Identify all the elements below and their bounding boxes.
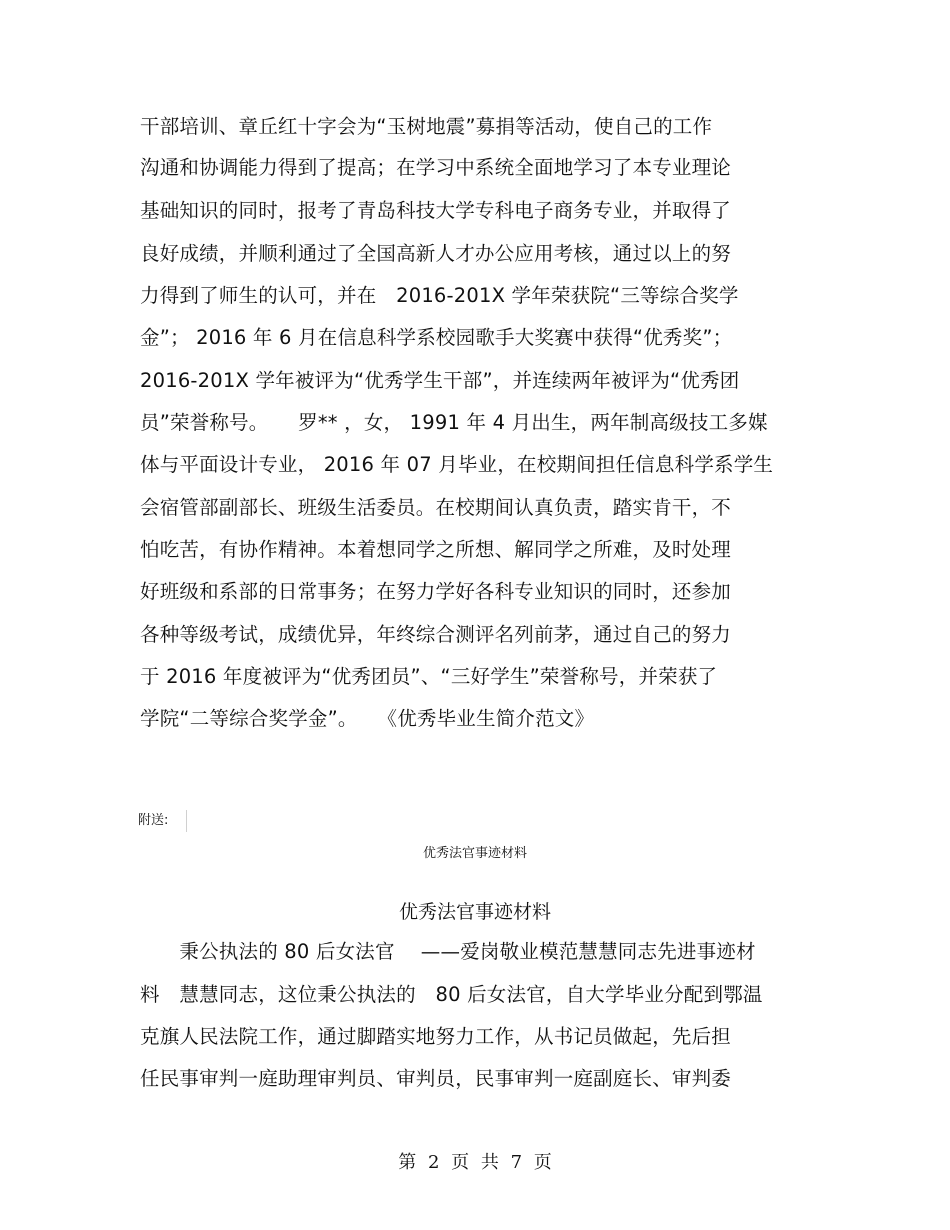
body-line: 2016-201X 学年被评为“优秀学生干部”，并连续两年被评为“优秀团	[140, 369, 740, 392]
body-line: 员”荣誉称号。 罗** ，女， 1991 年 4 月出生，两年制高级技工多媒	[140, 411, 768, 434]
body-line: 干部培训、章丘红十字会为“玉树地震”募捐等活动，使自己的工作	[140, 115, 713, 138]
body-line: 沟通和协调能力得到了提高；在学习中系统全面地学习了本专业理论	[140, 156, 732, 179]
page-footer: 第 2 页 共 7 页	[398, 1152, 552, 1173]
body-line: 体与平面设计专业， 2016 年 07 月毕业，在校期间担任信息科学系学生	[140, 453, 774, 476]
appendix-small-title: 优秀法官事迹材料	[422, 846, 527, 861]
body-line: 学院“二等综合奖学金”。 《优秀毕业生简介范文》	[140, 707, 595, 730]
body-line: 会宿管部副部长、班级生活委员。在校期间认真负责，踏实肯干，不	[140, 496, 732, 519]
appendix-line: 料 慧慧同志，这位秉公执法的 80 后女法官，自大学毕业分配到鄂温	[140, 983, 763, 1006]
appendix-line: 克旗人民法院工作，通过脚踏实地努力工作，从书记员做起，先后担	[140, 1025, 732, 1048]
body-line: 金”； 2016 年 6 月在信息科学系校园歌手大奖赛中获得“优秀奖”；	[140, 326, 733, 349]
body-line: 各种等级考试，成绩优异，年终综合测评名列前茅，通过自己的努力	[140, 623, 732, 646]
body-line: 良好成绩，并顺利通过了全国高新人才办公应用考核，通过以上的努	[140, 242, 732, 265]
appendix-divider	[186, 810, 187, 832]
appendix-title: 优秀法官事迹材料	[398, 901, 551, 923]
appendix-line: 任民事审判一庭助理审判员、审判员，民事审判一庭副庭长、审判委	[140, 1067, 732, 1090]
appendix-label: 附送:	[138, 813, 169, 828]
body-line: 于 2016 年度被评为“优秀团员”、“三好学生”荣誉称号，并荣获了	[140, 665, 718, 688]
body-line: 怕吃苦，有协作精神。本着想同学之所想、解同学之所难，及时处理	[140, 538, 732, 561]
body-line: 力得到了师生的认可，并在 2016-201X 学年荣获院“三等综合奖学	[140, 284, 739, 307]
body-line: 好班级和系部的日常事务；在努力学好各科专业知识的同时，还参加	[140, 580, 732, 603]
appendix-line: 秉公执法的 80 后女法官 ——爱岗敬业模范慧慧同志先进事迹材	[140, 940, 756, 963]
body-line: 基础知识的同时，报考了青岛科技大学专科电子商务专业，并取得了	[140, 199, 732, 222]
